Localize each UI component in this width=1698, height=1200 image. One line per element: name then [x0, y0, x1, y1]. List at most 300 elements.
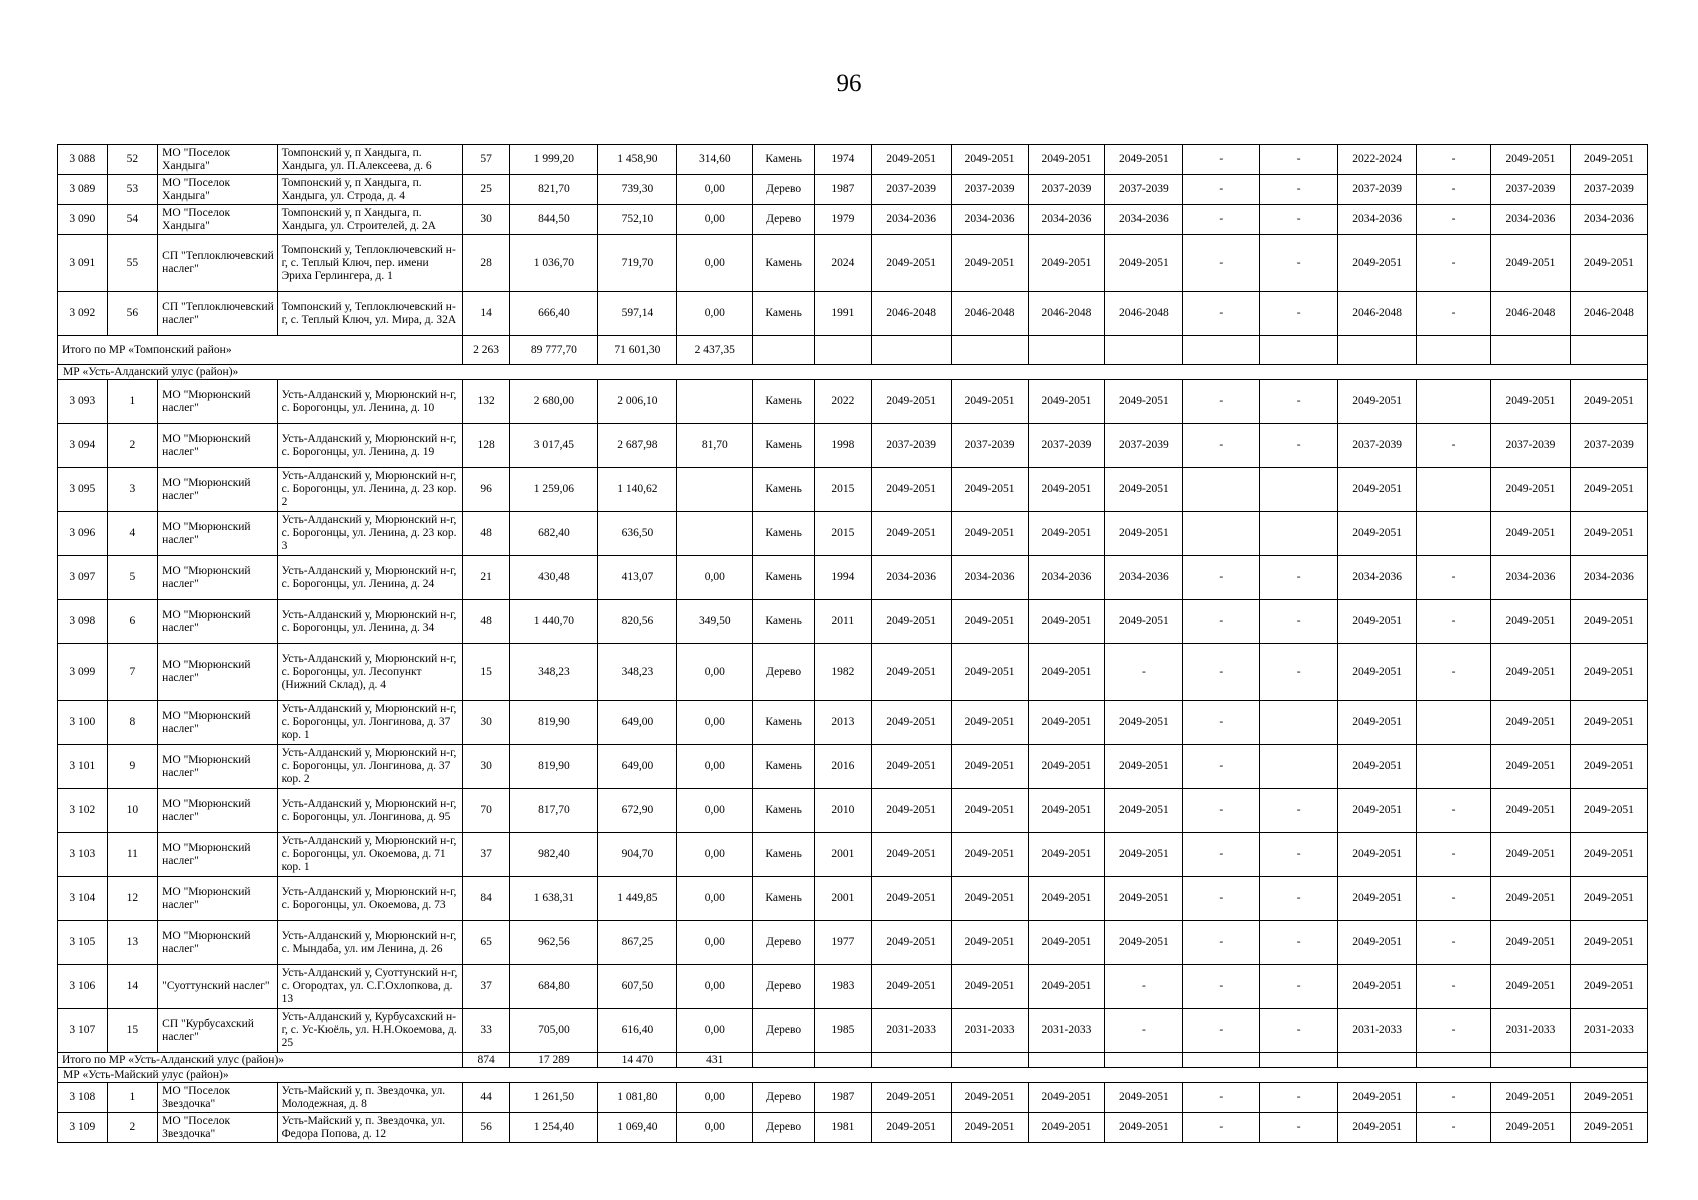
table-cell: 844,50 [510, 205, 598, 235]
table-cell: 2049-2051 [871, 512, 951, 556]
table-cell: - [1183, 600, 1260, 644]
table-cell: 2049-2051 [1338, 380, 1417, 424]
table-cell: 2 006,10 [598, 380, 677, 424]
address-cell: Усть-Алданский у, Мюрюнский н-г, с. Борогонцы, ул. Окоемова, д. 73 [277, 877, 462, 921]
region-total-row [58, 1053, 1648, 1068]
table-cell: 3 [107, 468, 158, 512]
empty-cell [1028, 1053, 1105, 1068]
empty-cell [871, 336, 951, 365]
empty-cell [753, 336, 815, 365]
municipality-cell: МО "Мюрюнский наслег" [158, 789, 277, 833]
table-cell: - [1417, 292, 1491, 336]
table-cell: Камень [753, 145, 815, 175]
empty-cell [753, 1053, 815, 1068]
table-row [58, 380, 1648, 424]
table-cell: 2049-2051 [1028, 833, 1105, 877]
table-cell: 2 [107, 424, 158, 468]
table-cell: 2049-2051 [871, 145, 951, 175]
table-cell: 2046-2048 [1570, 292, 1647, 336]
table-cell: - [1417, 1083, 1491, 1113]
table-cell: 2049-2051 [1028, 380, 1105, 424]
table-cell: 1994 [814, 556, 871, 600]
table-cell: 21 [462, 556, 510, 600]
table-cell: 2049-2051 [1570, 380, 1647, 424]
table-cell: - [1260, 789, 1338, 833]
table-cell: 1 259,06 [510, 468, 598, 512]
table-cell: 3 109 [58, 1113, 108, 1143]
municipality-cell: МО "Поселок Хандыга" [158, 175, 277, 205]
table-cell: 672,90 [598, 789, 677, 833]
table-cell [1260, 745, 1338, 789]
table-cell: 2049-2051 [1028, 1113, 1105, 1143]
table-cell: 25 [462, 175, 510, 205]
table-cell: 2049-2051 [951, 877, 1028, 921]
table-cell: - [1260, 1083, 1338, 1113]
table-cell: 2011 [814, 600, 871, 644]
table-cell: 70 [462, 789, 510, 833]
empty-cell [1260, 336, 1338, 365]
table-cell: 1 036,70 [510, 235, 598, 292]
table-cell: 3 108 [58, 1083, 108, 1113]
table-cell: - [1260, 145, 1338, 175]
table-cell: 2049-2051 [951, 468, 1028, 512]
table-cell: - [1260, 175, 1338, 205]
table-cell: - [1183, 965, 1260, 1009]
table-cell: 2037-2039 [951, 175, 1028, 205]
table-cell: - [1417, 235, 1491, 292]
empty-cell [951, 336, 1028, 365]
table-cell: - [1183, 424, 1260, 468]
address-cell: Усть-Алданский у, Мюрюнский н-г, с. Борогонцы, ул. Лонгинова, д. 37 кор. 1 [277, 701, 462, 745]
table-cell: 2049-2051 [1490, 701, 1570, 745]
region-total-cell: 17 289 [510, 1053, 598, 1068]
table-cell: 3 107 [58, 1009, 108, 1053]
table-cell: Камень [753, 600, 815, 644]
municipality-cell: МО "Мюрюнский наслег" [158, 833, 277, 877]
table-cell: 904,70 [598, 833, 677, 877]
table-cell: 2049-2051 [951, 833, 1028, 877]
table-cell: 2049-2051 [1490, 789, 1570, 833]
table-cell [1260, 468, 1338, 512]
table-cell: 0,00 [677, 1009, 753, 1053]
table-cell: Камень [753, 833, 815, 877]
table-cell: 2049-2051 [1338, 512, 1417, 556]
table-cell: 2049-2051 [951, 1083, 1028, 1113]
table-cell: 2049-2051 [951, 1113, 1028, 1143]
table-cell [677, 512, 753, 556]
table-cell: 37 [462, 965, 510, 1009]
table-cell: 2037-2039 [1490, 424, 1570, 468]
table-cell: 96 [462, 468, 510, 512]
table-cell: - [1183, 644, 1260, 701]
table-cell: 2034-2036 [1028, 556, 1105, 600]
table-cell: 1 261,50 [510, 1083, 598, 1113]
table-row [58, 789, 1648, 833]
table-cell: 2049-2051 [951, 965, 1028, 1009]
empty-cell [1105, 1053, 1183, 1068]
table-cell: - [1183, 380, 1260, 424]
municipality-cell: МО "Мюрюнский наслег" [158, 556, 277, 600]
table-cell: 2034-2036 [1105, 556, 1183, 600]
region-total-cell: 2 263 [462, 336, 510, 365]
table-cell: 2013 [814, 701, 871, 745]
table-cell: 2037-2039 [951, 424, 1028, 468]
table-cell: 819,90 [510, 745, 598, 789]
table-cell: 2031-2033 [951, 1009, 1028, 1053]
table-cell: 2049-2051 [1028, 235, 1105, 292]
municipality-cell: МО "Мюрюнский наслег" [158, 745, 277, 789]
table-cell: 2049-2051 [1338, 833, 1417, 877]
table-cell: - [1105, 1009, 1183, 1053]
empty-cell [1338, 336, 1417, 365]
table-cell: 739,30 [598, 175, 677, 205]
table-cell: 636,50 [598, 512, 677, 556]
table-cell: Камень [753, 556, 815, 600]
table-cell: 2049-2051 [1028, 145, 1105, 175]
municipality-cell: МО "Мюрюнский наслег" [158, 468, 277, 512]
table-cell: 14 [107, 965, 158, 1009]
table-cell: 2049-2051 [1105, 745, 1183, 789]
table-cell: - [1260, 600, 1338, 644]
table-cell: 2049-2051 [1105, 789, 1183, 833]
table-cell: 2034-2036 [871, 556, 951, 600]
table-cell: - [1260, 877, 1338, 921]
table-cell: 2034-2036 [1570, 556, 1647, 600]
table-cell: 2031-2033 [871, 1009, 951, 1053]
table-cell: - [1260, 205, 1338, 235]
municipality-cell: МО "Мюрюнский наслег" [158, 600, 277, 644]
page-number: 96 [836, 70, 862, 97]
table-row [58, 701, 1648, 745]
table-cell: - [1183, 556, 1260, 600]
table-row [58, 600, 1648, 644]
table-cell: Камень [753, 468, 815, 512]
table-cell: 2034-2036 [1338, 205, 1417, 235]
municipality-cell: МО "Мюрюнский наслег" [158, 701, 277, 745]
table-cell: - [1183, 745, 1260, 789]
table-cell: Камень [753, 877, 815, 921]
table-cell: 2049-2051 [1338, 921, 1417, 965]
empty-cell [1417, 1053, 1491, 1068]
table-cell: - [1183, 1083, 1260, 1113]
table-cell: Камень [753, 292, 815, 336]
region-total-cell: 14 470 [598, 1053, 677, 1068]
table-cell: 48 [462, 600, 510, 644]
table-cell: 982,40 [510, 833, 598, 877]
table-cell: 2049-2051 [1570, 833, 1647, 877]
table-cell: 2049-2051 [1570, 1083, 1647, 1113]
table-cell: 413,07 [598, 556, 677, 600]
table-cell: 820,56 [598, 600, 677, 644]
table-cell: Камень [753, 424, 815, 468]
region-section-header [58, 365, 1648, 380]
table-cell: 2049-2051 [1490, 380, 1570, 424]
table-cell: 3 102 [58, 789, 108, 833]
address-cell: Усть-Алданский у, Мюрюнский н-г, с. Борогонцы, ул. Лонгинова, д. 95 [277, 789, 462, 833]
table-cell: 2049-2051 [1570, 701, 1647, 745]
table-row [58, 235, 1648, 292]
region-total-cell: 89 777,70 [510, 336, 598, 365]
empty-cell [1105, 336, 1183, 365]
table-cell: - [1260, 833, 1338, 877]
table-cell: Дерево [753, 175, 815, 205]
table-cell: 52 [107, 145, 158, 175]
table-cell: 2034-2036 [951, 205, 1028, 235]
table-cell: 0,00 [677, 921, 753, 965]
table-cell: 4 [107, 512, 158, 556]
address-cell: Усть-Майский у, п. Звездочка, ул. Федора Попова, д. 12 [277, 1113, 462, 1143]
table-cell: 5 [107, 556, 158, 600]
table-cell: 348,23 [598, 644, 677, 701]
table-cell [1183, 468, 1260, 512]
table-cell: 2024 [814, 235, 871, 292]
table-cell [1417, 468, 1491, 512]
table-cell: - [1417, 877, 1491, 921]
table-cell: 0,00 [677, 235, 753, 292]
municipality-cell: МО "Мюрюнский наслег" [158, 921, 277, 965]
table-cell: 719,70 [598, 235, 677, 292]
table-cell: 2049-2051 [1105, 145, 1183, 175]
table-cell: 2046-2048 [1105, 292, 1183, 336]
table-cell: 2046-2048 [1338, 292, 1417, 336]
table-cell: 2049-2051 [871, 965, 951, 1009]
table-cell: - [1417, 789, 1491, 833]
table-cell: 0,00 [677, 877, 753, 921]
table-cell: Дерево [753, 644, 815, 701]
table-cell: 10 [107, 789, 158, 833]
table-cell: 817,70 [510, 789, 598, 833]
table-cell: 1987 [814, 175, 871, 205]
table-cell: 6 [107, 600, 158, 644]
table-row [58, 1113, 1648, 1143]
table-cell: 2049-2051 [1028, 512, 1105, 556]
table-cell: 3 099 [58, 644, 108, 701]
table-cell: 2037-2039 [1338, 175, 1417, 205]
table-cell: 132 [462, 380, 510, 424]
table-cell: 2049-2051 [871, 380, 951, 424]
region-total-label: Итого по МР «Усть-Алданский улус (район)» [58, 1053, 463, 1068]
table-cell: 30 [462, 701, 510, 745]
table-cell: 2049-2051 [1338, 701, 1417, 745]
table-cell: Дерево [753, 965, 815, 1009]
table-cell: 2 680,00 [510, 380, 598, 424]
table-cell: 2049-2051 [1570, 1113, 1647, 1143]
table-cell: 2049-2051 [1490, 235, 1570, 292]
table-cell: 0,00 [677, 1083, 753, 1113]
table-cell: 1998 [814, 424, 871, 468]
table-cell: 962,56 [510, 921, 598, 965]
address-cell: Усть-Алданский у, Мюрюнский н-г, с. Борогонцы, ул. Ленина, д. 23 кор. 3 [277, 512, 462, 556]
table-cell: 2034-2036 [1105, 205, 1183, 235]
table-cell [1417, 512, 1491, 556]
table-cell: 705,00 [510, 1009, 598, 1053]
table-cell: - [1183, 789, 1260, 833]
table-cell: 2049-2051 [1028, 789, 1105, 833]
table-cell: 2049-2051 [871, 701, 951, 745]
table-cell: 2049-2051 [1490, 468, 1570, 512]
table-cell: 2049-2051 [871, 644, 951, 701]
table-row [58, 205, 1648, 235]
table-row [58, 145, 1648, 175]
table-cell: 1982 [814, 644, 871, 701]
empty-cell [1338, 1053, 1417, 1068]
table-cell: 2049-2051 [1490, 644, 1570, 701]
table-cell: - [1260, 235, 1338, 292]
table-cell: 1987 [814, 1083, 871, 1113]
table-cell: 2037-2039 [871, 175, 951, 205]
table-cell: Камень [753, 789, 815, 833]
table-cell: 1 081,80 [598, 1083, 677, 1113]
table-cell: 3 106 [58, 965, 108, 1009]
table-cell: - [1417, 600, 1491, 644]
table-cell: 2049-2051 [1570, 644, 1647, 701]
region-total-cell: 431 [677, 1053, 753, 1068]
table-cell: 2037-2039 [1028, 424, 1105, 468]
table-cell: - [1183, 145, 1260, 175]
table-cell: 0,00 [677, 644, 753, 701]
municipality-cell: МО "Поселок Хандыга" [158, 145, 277, 175]
table-cell: 14 [462, 292, 510, 336]
table-cell: 3 097 [58, 556, 108, 600]
table-cell: 1 254,40 [510, 1113, 598, 1143]
table-cell: 2049-2051 [951, 380, 1028, 424]
table-cell: 1 [107, 380, 158, 424]
table-cell: 0,00 [677, 745, 753, 789]
table-cell: - [1417, 833, 1491, 877]
table-cell: 348,23 [510, 644, 598, 701]
table-cell: 752,10 [598, 205, 677, 235]
table-row [58, 644, 1648, 701]
table-cell: 2031-2033 [1028, 1009, 1105, 1053]
table-cell: 0,00 [677, 205, 753, 235]
table-cell: 13 [107, 921, 158, 965]
table-cell: 2049-2051 [1338, 1113, 1417, 1143]
table-cell: 30 [462, 745, 510, 789]
table-cell: 649,00 [598, 745, 677, 789]
table-cell: 2037-2039 [1490, 175, 1570, 205]
table-cell: 2049-2051 [1490, 833, 1570, 877]
address-cell: Усть-Алданский у, Курбусахский н-г, с. Ус-Кюёль, ул. Н.Н.Окоемова, д. 25 [277, 1009, 462, 1053]
table-cell: 684,80 [510, 965, 598, 1009]
table-cell: 3 090 [58, 205, 108, 235]
table-cell: 649,00 [598, 701, 677, 745]
table-cell: 0,00 [677, 789, 753, 833]
table-cell: Камень [753, 745, 815, 789]
table-cell: Дерево [753, 921, 815, 965]
table-cell: 2037-2039 [1105, 424, 1183, 468]
region-total-cell: 71 601,30 [598, 336, 677, 365]
table-cell: 2049-2051 [1570, 877, 1647, 921]
table-cell: 2049-2051 [1028, 701, 1105, 745]
table-cell: 37 [462, 833, 510, 877]
table-cell: - [1183, 1113, 1260, 1143]
table-row [58, 965, 1648, 1009]
address-cell: Томпонский у, п Хандыга, п. Хандыга, ул. П.Алексеева, д. 6 [277, 145, 462, 175]
table-cell: 2034-2036 [1490, 205, 1570, 235]
table-cell: 2049-2051 [951, 745, 1028, 789]
table-cell: 2049-2051 [1338, 877, 1417, 921]
table-cell: 57 [462, 145, 510, 175]
table-cell: 2049-2051 [1338, 600, 1417, 644]
table-cell: 2046-2048 [871, 292, 951, 336]
region-section-label: МР «Усть-Алданский улус (район)» [58, 365, 1648, 380]
table-cell: 2022-2024 [1338, 145, 1417, 175]
table-cell: 2049-2051 [951, 701, 1028, 745]
table-cell: 2037-2039 [1570, 175, 1647, 205]
region-section-header [58, 1068, 1648, 1083]
table-cell: 2034-2036 [1028, 205, 1105, 235]
table-cell: 2049-2051 [1338, 965, 1417, 1009]
table-cell: 2049-2051 [1338, 789, 1417, 833]
table-cell: - [1183, 877, 1260, 921]
table-cell: 1 140,62 [598, 468, 677, 512]
address-cell: Усть-Алданский у, Мюрюнский н-г, с. Борогонцы, ул. Лесопункт (Нижний Склад), д. 4 [277, 644, 462, 701]
table-cell: 2049-2051 [1028, 1083, 1105, 1113]
table-cell: 2049-2051 [1028, 745, 1105, 789]
table-cell: 44 [462, 1083, 510, 1113]
empty-cell [814, 1053, 871, 1068]
table-cell: Дерево [753, 205, 815, 235]
table-cell: Дерево [753, 1009, 815, 1053]
address-cell: Усть-Алданский у, Мюрюнский н-г, с. Борогонцы, ул. Ленина, д. 19 [277, 424, 462, 468]
table-cell: 0,00 [677, 701, 753, 745]
table-cell: 2049-2051 [951, 145, 1028, 175]
table-cell: - [1183, 205, 1260, 235]
table-cell: 2049-2051 [871, 1113, 951, 1143]
table-row [58, 1009, 1648, 1053]
table-cell: 2049-2051 [1028, 468, 1105, 512]
table-cell: 128 [462, 424, 510, 468]
table-cell: - [1417, 556, 1491, 600]
table-cell: 2049-2051 [951, 644, 1028, 701]
table-row [58, 556, 1648, 600]
table-cell: 3 088 [58, 145, 108, 175]
table-cell: Камень [753, 701, 815, 745]
table-row [58, 833, 1648, 877]
empty-cell [1570, 1053, 1647, 1068]
table-cell: 2049-2051 [1105, 235, 1183, 292]
table-cell: 2049-2051 [1570, 600, 1647, 644]
table-cell: - [1417, 1113, 1491, 1143]
table-cell: 1981 [814, 1113, 871, 1143]
table-cell: - [1260, 292, 1338, 336]
table-cell: 430,48 [510, 556, 598, 600]
table-cell: 819,90 [510, 701, 598, 745]
region-total-cell: 874 [462, 1053, 510, 1068]
table-cell: Камень [753, 235, 815, 292]
address-cell: Усть-Алданский у, Мюрюнский н-г, с. Борогонцы, ул. Лонгинова, д. 37 кор. 2 [277, 745, 462, 789]
table-cell: 0,00 [677, 1113, 753, 1143]
table-cell: 9 [107, 745, 158, 789]
table-cell: 3 091 [58, 235, 108, 292]
table-cell: 15 [107, 1009, 158, 1053]
address-cell: Усть-Майский у, п. Звездочка, ул. Молодежная, д. 8 [277, 1083, 462, 1113]
table-cell: - [1260, 1113, 1338, 1143]
table-cell: 2049-2051 [871, 833, 951, 877]
table-row [58, 468, 1648, 512]
table-cell: 2046-2048 [1490, 292, 1570, 336]
table-cell: 2049-2051 [1490, 877, 1570, 921]
empty-cell [1570, 336, 1647, 365]
municipality-cell: СП "Теплоключевский наслег" [158, 292, 277, 336]
table-cell: 2049-2051 [1570, 965, 1647, 1009]
table-cell: 682,40 [510, 512, 598, 556]
table-row [58, 921, 1648, 965]
table-row [58, 745, 1648, 789]
table-cell: - [1105, 965, 1183, 1009]
table-cell: 2049-2051 [1490, 965, 1570, 1009]
table-cell: 2049-2051 [1338, 644, 1417, 701]
